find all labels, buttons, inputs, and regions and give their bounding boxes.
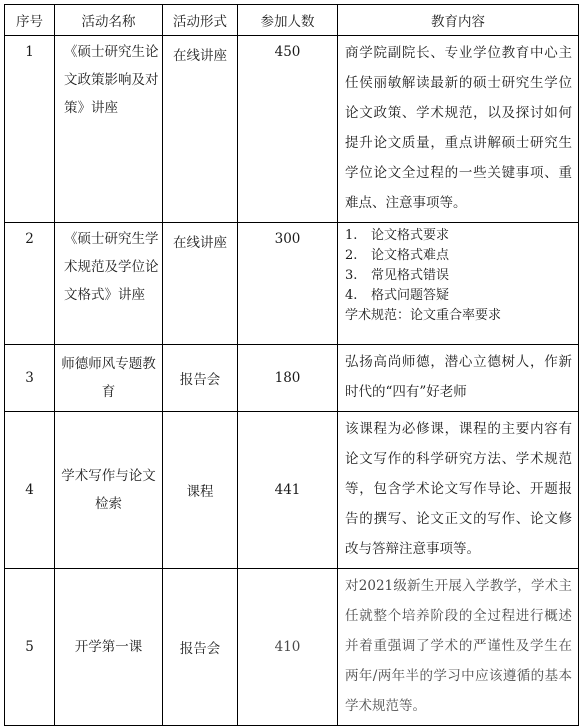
row-participant-count: 180 bbox=[238, 345, 338, 412]
row-index: 4 bbox=[5, 412, 55, 569]
row-participant-count: 300 bbox=[238, 223, 338, 345]
content-list-item: 4. 格式问题答疑 bbox=[345, 288, 450, 303]
row-participant-count: 410 bbox=[238, 569, 338, 726]
header-activity-name: 活动名称 bbox=[55, 5, 163, 36]
content-tail: 学术规范：论文重合率要求 bbox=[345, 308, 502, 323]
header-participant-count: 参加人数 bbox=[238, 5, 338, 36]
row-activity-name: 《硕士研究生学术规范及学位论文格式》讲座 bbox=[55, 223, 163, 345]
header-index: 序号 bbox=[5, 5, 55, 36]
content-list-item: 3. 常见格式错误 bbox=[345, 268, 450, 283]
row-education-content: 弘扬高尚师德，潜心立德树人，作新时代的“四有”好老师 bbox=[338, 345, 579, 412]
content-list-item: 1. 论文格式要求 bbox=[345, 228, 450, 243]
row-activity-name: 师德师风专题教育 bbox=[55, 345, 163, 412]
activity-table bbox=[4, 4, 579, 726]
row-education-content: 商学院副院长、专业学位教育中心主任侯丽敏解读最新的硕士研究生学位论文政策、学术规范，以及探讨如何提升论文质量，重点讲解硕士研究生学位论文全过程的一些关键事项、重难点、注意事项等。 bbox=[338, 36, 579, 223]
row-activity-form: 在线讲座 bbox=[163, 36, 238, 223]
row-activity-form: 报告会 bbox=[163, 345, 238, 412]
row-activity-form: 课程 bbox=[163, 412, 238, 569]
row-activity-form: 在线讲座 bbox=[163, 223, 238, 345]
table-row bbox=[5, 569, 579, 726]
row-activity-form: 报告会 bbox=[163, 569, 238, 726]
content-list-item: 2. 论文格式难点 bbox=[345, 248, 450, 263]
row-education-content: 对2021级新生开展入学教学，学术主任就整个培养阶段的全过程进行概述并着重强调了学术的严谨性及学生在两年/两年半的学习中应该遵循的基本学术规范等。 bbox=[338, 569, 579, 726]
row-index: 2 bbox=[5, 223, 55, 345]
header-activity-form: 活动形式 bbox=[163, 5, 238, 36]
row-participant-count: 450 bbox=[238, 36, 338, 223]
table-header-row bbox=[5, 5, 579, 36]
row-participant-count: 441 bbox=[238, 412, 338, 569]
header-education-content: 教育内容 bbox=[338, 5, 579, 36]
row-activity-name: 开学第一课 bbox=[55, 569, 163, 726]
table-row bbox=[5, 36, 579, 223]
row-index: 5 bbox=[5, 569, 55, 726]
row-activity-name: 学术写作与论文检索 bbox=[55, 412, 163, 569]
row-activity-name: 《硕士研究生论文政策影响及对策》讲座 bbox=[55, 36, 163, 223]
row-education-content bbox=[338, 223, 579, 345]
table-row bbox=[5, 223, 579, 345]
row-index: 3 bbox=[5, 345, 55, 412]
row-index: 1 bbox=[5, 36, 55, 223]
table-row bbox=[5, 345, 579, 412]
row-education-content: 该课程为必修课，课程的主要内容有论文写作的科学研究方法、学术规范等，包含学术论文写作导论、开题报告的撰写、论文正文的写作、论文修改与答辩注意事项等。 bbox=[338, 412, 579, 569]
table-row bbox=[5, 412, 579, 569]
